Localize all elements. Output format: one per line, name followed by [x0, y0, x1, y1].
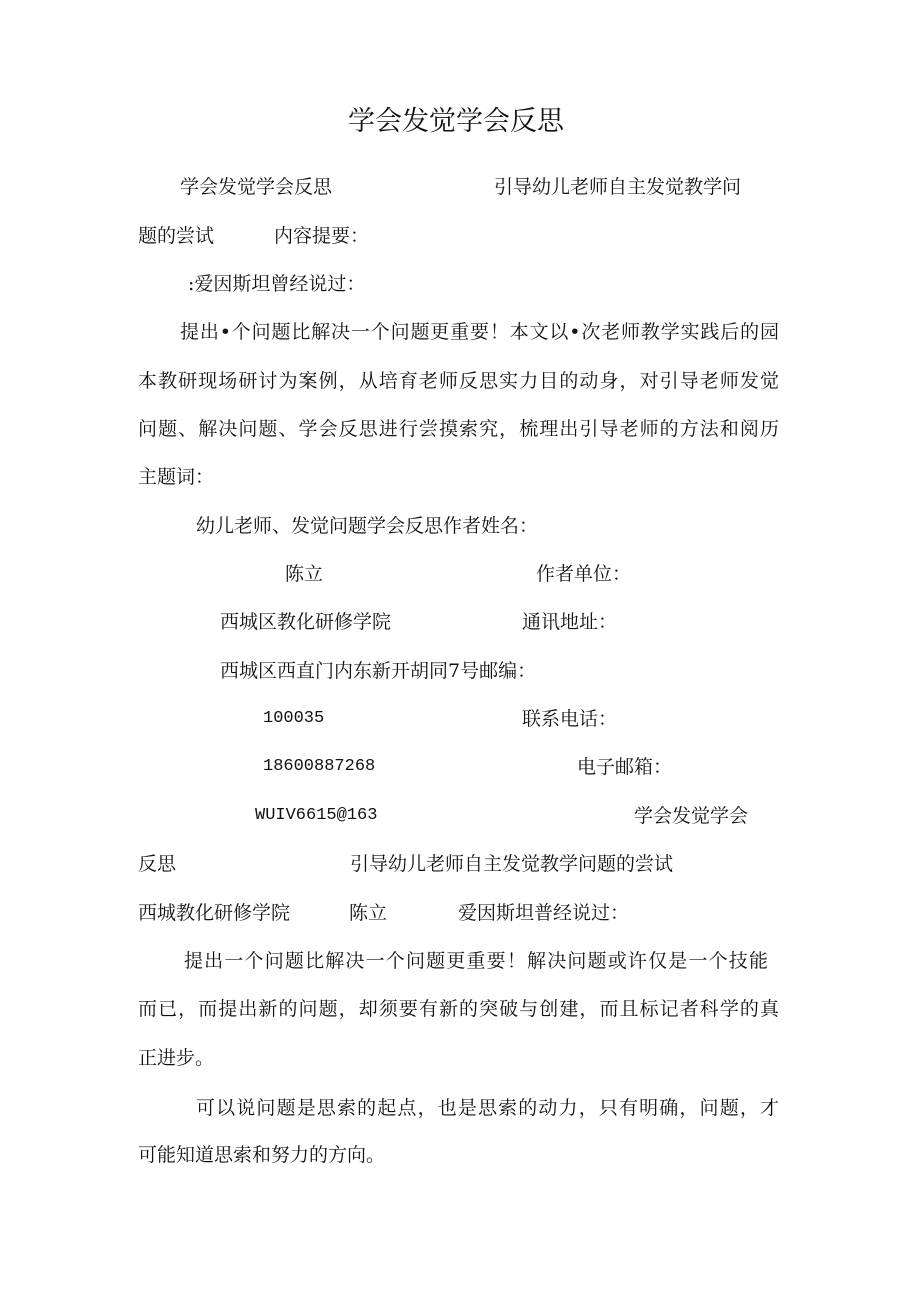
- text-line: 联系电话：: [522, 708, 618, 730]
- text-line: 问题、解决问题、学会反思进行尝摸索究，梳理出引导老师的方法和阅历: [138, 418, 779, 440]
- author-name: 陈立: [285, 563, 324, 585]
- text-line: 内容提要：: [274, 225, 370, 247]
- author-unit: 西城区教化研修学院: [220, 611, 392, 633]
- text-line: 引导幼儿老师自主发觉教学问: [494, 176, 742, 198]
- text-line: 正进步。: [138, 1047, 215, 1069]
- text-line: 而已，而提出新的问题，却须要有新的突破与创建，而且标记者科学的真: [138, 998, 779, 1020]
- text-line: 本教研现场研讨为案例，从培育老师反思实力目的动身，对引导老师发觉: [138, 370, 779, 392]
- text-line: 通讯地址：: [522, 611, 618, 633]
- phone-number: 18600887268: [263, 757, 376, 776]
- text-line: 爱因斯坦普经说过：: [458, 902, 630, 924]
- text-line: 提出•个问题比解决一个问题更重要！本文以•次老师教学实践后的园: [180, 321, 779, 343]
- text-line: 提出一个问题比解决一个问题更重要！解决问题或许仅是一个技能: [184, 950, 768, 972]
- page-title: 学会发觉学会反思: [348, 106, 564, 137]
- email-address: WUIV6615@163: [255, 806, 378, 825]
- text-line: 学会发觉学会反思: [180, 176, 333, 198]
- text-line: :爱因斯坦曾经说过：: [188, 273, 366, 295]
- postcode: 100035: [263, 709, 325, 728]
- text-line: 西城教化研修学院: [138, 902, 291, 924]
- text-line: 学会发觉学会: [634, 805, 749, 827]
- text-line: 可以说问题是思索的起点，也是思索的动力，只有明确，问题，才: [196, 1097, 779, 1119]
- text-line: 电子邮箱：: [577, 756, 673, 778]
- text-line: 陈立: [349, 902, 388, 924]
- text-line: 主题词：: [138, 466, 215, 488]
- text-line: 作者单位：: [536, 563, 632, 585]
- text-line: 可能知道思索和努力的方向。: [138, 1144, 386, 1166]
- text-line: 题的尝试: [138, 225, 215, 247]
- text-line: 幼儿老师、发觉问题学会反思作者姓名：: [196, 515, 539, 537]
- text-line: 反思: [138, 853, 177, 875]
- address: 西城区西直门内东新开胡同7号邮编：: [220, 660, 537, 682]
- text-line: 引导幼儿老师自主发觉教学问题的尝试: [350, 853, 674, 875]
